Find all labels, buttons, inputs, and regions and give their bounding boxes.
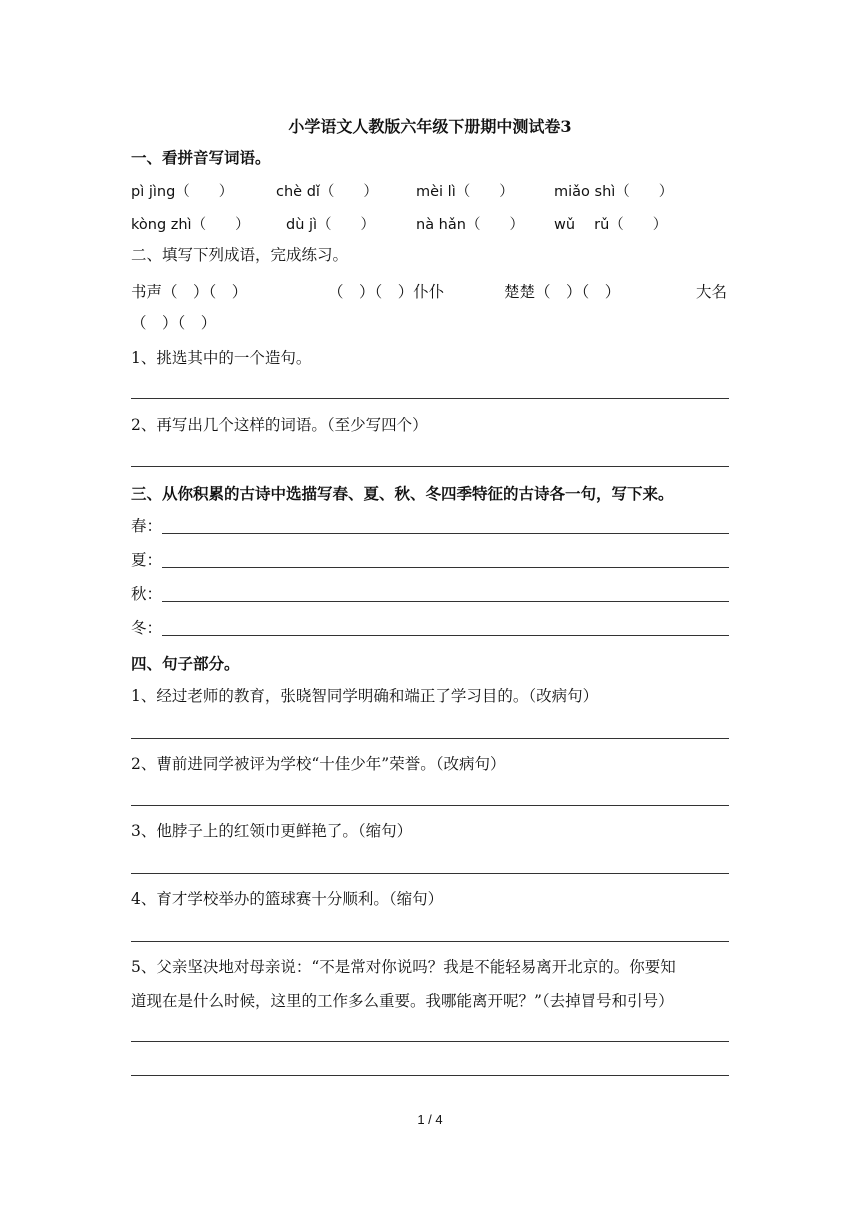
pinyin-item: dù jì（ ）	[286, 217, 376, 233]
section-2-question-2: 2、再写出几个这样的词语。（至少写四个）	[131, 416, 428, 434]
answer-line	[131, 1041, 729, 1042]
section-4-question-2: 2、曹前进同学被评为学校“十佳少年”荣誉。（改病句）	[131, 755, 506, 773]
answer-line	[131, 466, 729, 467]
pinyin-item: miǎo shì（ ）	[554, 184, 674, 200]
winter-answer-row	[131, 618, 729, 638]
section-2-heading: 二、填写下列成语，完成练习。	[131, 246, 349, 264]
spring-label: 春：	[131, 517, 163, 535]
section-4-question-3: 3、他脖子上的红领巾更鲜艳了。（缩句）	[131, 822, 413, 840]
section-4-question-5-line-2: 道现在是什么时候，这里的工作多么重要。我哪能离开呢？”（去掉冒号和引号）	[131, 992, 674, 1010]
pinyin-item: wǔ rǔ（ ）	[554, 217, 668, 233]
answer-line	[131, 1075, 729, 1076]
idiom-item: 大名	[696, 283, 728, 301]
answer-line	[162, 635, 729, 636]
spring-answer-row	[131, 516, 729, 536]
answer-line	[131, 805, 729, 806]
idiom-item: 楚楚（ ）（ ）	[504, 283, 621, 301]
pinyin-item: pì jìng（ ）	[131, 184, 234, 200]
section-3-heading: 三、从你积累的古诗中选描写春、夏、秋、冬四季特征的古诗各一句，写下来。	[131, 485, 674, 503]
section-1-heading: 一、看拼音写词语。	[131, 149, 271, 167]
summer-answer-row	[131, 550, 729, 570]
page-number: 1 / 4	[417, 1112, 443, 1127]
answer-line	[162, 533, 729, 534]
idiom-item: 书声（ ）（ ）	[131, 283, 248, 301]
answer-line	[162, 567, 729, 568]
section-2-question-1: 1、挑选其中的一个造句。	[131, 349, 312, 367]
answer-line	[131, 873, 729, 874]
idiom-item: （ ）（ ）仆仆	[328, 283, 445, 301]
pinyin-item: kòng zhì（ ）	[131, 217, 250, 233]
section-4-heading: 四、句子部分。	[131, 655, 240, 673]
answer-line	[162, 601, 729, 602]
idiom-continuation: （ ）（ ）	[131, 314, 217, 332]
page-title: 小学语文人教版六年级下册期中测试卷3	[288, 117, 572, 136]
pinyin-item: nà hǎn（ ）	[416, 217, 524, 233]
autumn-answer-row	[131, 584, 729, 604]
pinyin-item: mèi lì（ ）	[416, 184, 514, 200]
summer-label: 夏：	[131, 551, 163, 569]
winter-label: 冬：	[131, 619, 163, 637]
answer-line	[131, 738, 729, 739]
section-4-question-4: 4、育才学校举办的篮球赛十分顺利。（缩句）	[131, 890, 444, 908]
autumn-label: 秋：	[131, 585, 163, 603]
section-4-question-1: 1、经过老师的教育，张晓智同学明确和端正了学习目的。（改病句）	[131, 687, 599, 705]
answer-line	[131, 398, 729, 399]
section-4-question-5-line-1: 5、父亲坚决地对母亲说：“不是常对你说吗？我是不能轻易离开北京的。你要知	[131, 958, 676, 976]
pinyin-item: chè dǐ（ ）	[276, 184, 378, 200]
answer-line	[131, 941, 729, 942]
